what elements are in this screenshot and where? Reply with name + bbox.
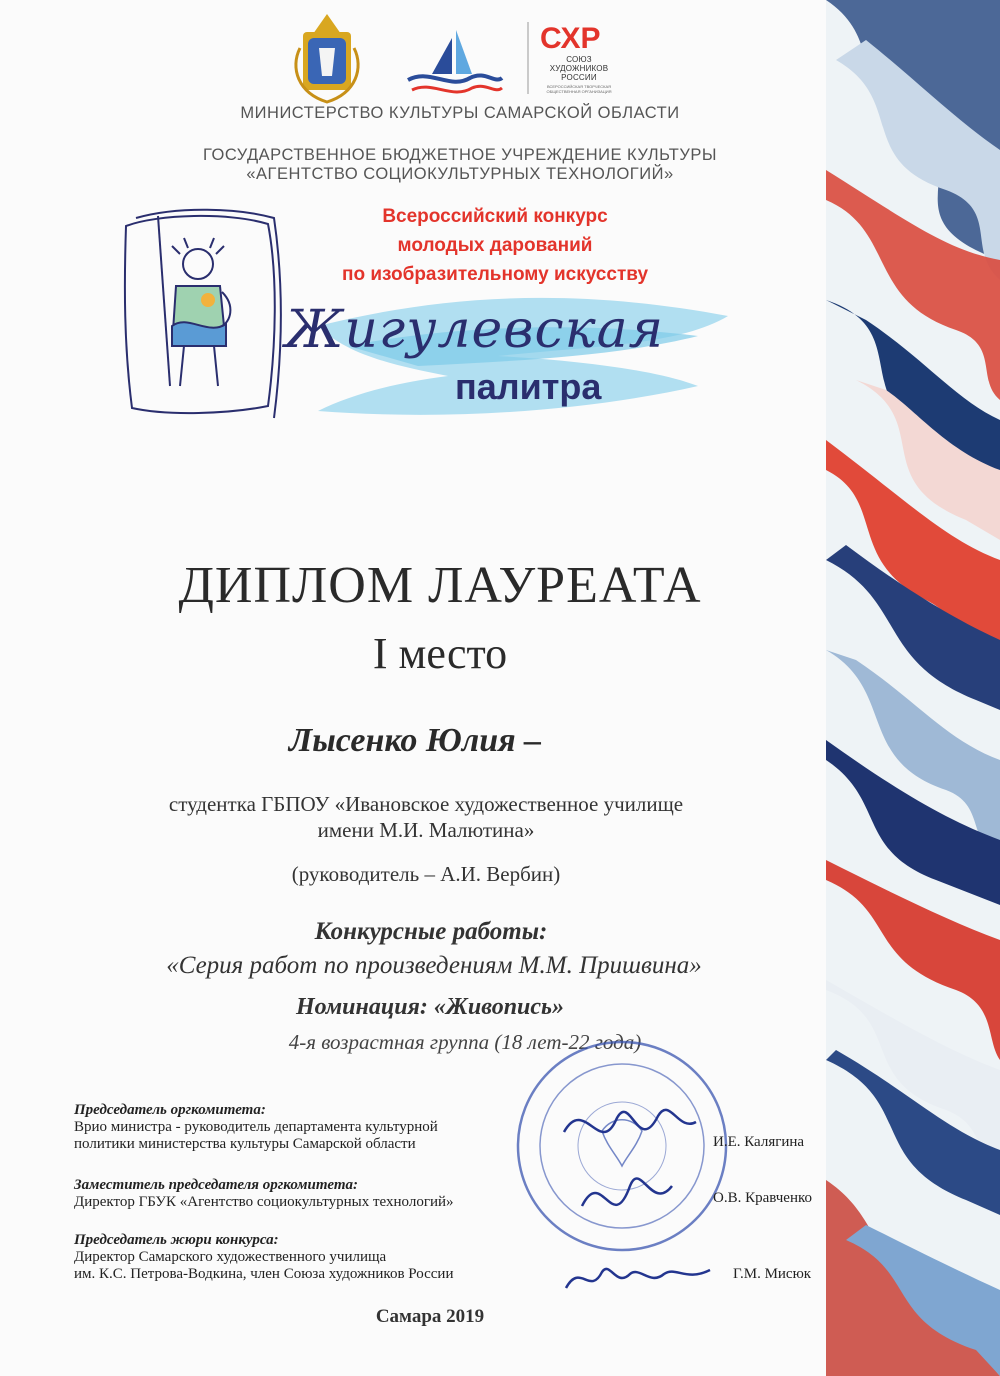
signatory-name-1: И.Е. Калягина [713,1134,805,1150]
diploma-title: ДИПЛОМ ЛАУРЕАТА [178,557,702,614]
supervisor: (руководитель – А.И. Вербин) [291,862,561,886]
official-stamp [512,1036,732,1256]
works-title: «Серия работ по произведениям М.М. Пришвина» [166,952,702,979]
city-year: Самара 2019 [375,1306,485,1327]
signature-role: Заместитель председателя оргкомитета: [74,1177,358,1193]
signature-block-1 [74,1102,438,1153]
laureate-description-line-1: студентка ГБПОУ «Ивановское художественное училище [168,792,684,816]
laureate-name: Лысенко Юлия – [288,722,542,759]
signature-position-line-1: Директор Самарского художественного училища [74,1249,387,1265]
svg-text:СХР: СХР [540,22,601,55]
signature-position-line-1: Директор ГБУК «Агентство социокультурных технологий» [74,1194,454,1210]
works-label: Конкурсные работы: [314,918,548,945]
logos-row [0,8,826,108]
institution-name [0,146,920,184]
contest-name-bold: палитра [455,366,602,407]
nomination: Номинация: «Живопись» [295,994,565,1020]
signature-block-2 [74,1177,454,1211]
signatory-name-2: О.В. Кравченко [713,1190,813,1206]
contest-title-line-3: по изобразительному искусству [341,264,649,285]
award-place: I место [372,629,508,678]
contest-title-line-2: молодых дарований [397,235,593,256]
age-group: 4-я возрастная группа (18 лет-22 года) [288,1030,642,1054]
handwritten-signature-3 [560,1252,720,1302]
decorative-marble-border [826,0,1000,1376]
signature-role: Председатель оргкомитета: [74,1102,266,1118]
union-of-artists-text: СОЮЗ ХУДОЖНИКОВ РОССИИ ВСЕРОССИЙСКАЯ ТВОРЧЕСКАЯ ОБЩЕСТВЕННАЯ ОРГАНИЗАЦИЯ [546,55,612,94]
signature-block-3 [74,1232,454,1283]
coat-of-arms-icon [296,14,358,102]
contest-name-script: Жигулевская [285,300,665,360]
signature-position-line-2: им. К.С. Петрова-Водкина, член Союза художников России [74,1266,454,1282]
laureate-description [0,791,852,843]
signature-position-line-2: политики министерства культуры Самарской области [74,1136,416,1152]
contest-title-line-1: Всероссийский конкурс [382,206,608,227]
signature-role: Председатель жюри конкурса: [74,1232,279,1248]
child-drawing-icon [125,210,281,418]
sailboat-logo-icon [408,30,502,92]
signature-position-line-1: Врио министра - руководитель департамента культурной [74,1119,438,1135]
institution-line-2: «АГЕНТСТВО СОЦИОКУЛЬТУРНЫХ ТЕХНОЛОГИЙ» [246,165,674,183]
laureate-description-line-2: имени М.И. Малютина» [317,818,535,842]
institution-line-1: ГОСУДАРСТВЕННОЕ БЮДЖЕТНОЕ УЧРЕЖДЕНИЕ КУЛЬТУРЫ [203,146,717,164]
ministry-name: МИНИСТЕРСТВО КУЛЬТУРЫ САМАРСКОЙ ОБЛАСТИ [240,104,680,122]
signatory-name-3: Г.М. Мисюк [733,1266,812,1282]
contest-title [300,202,690,289]
